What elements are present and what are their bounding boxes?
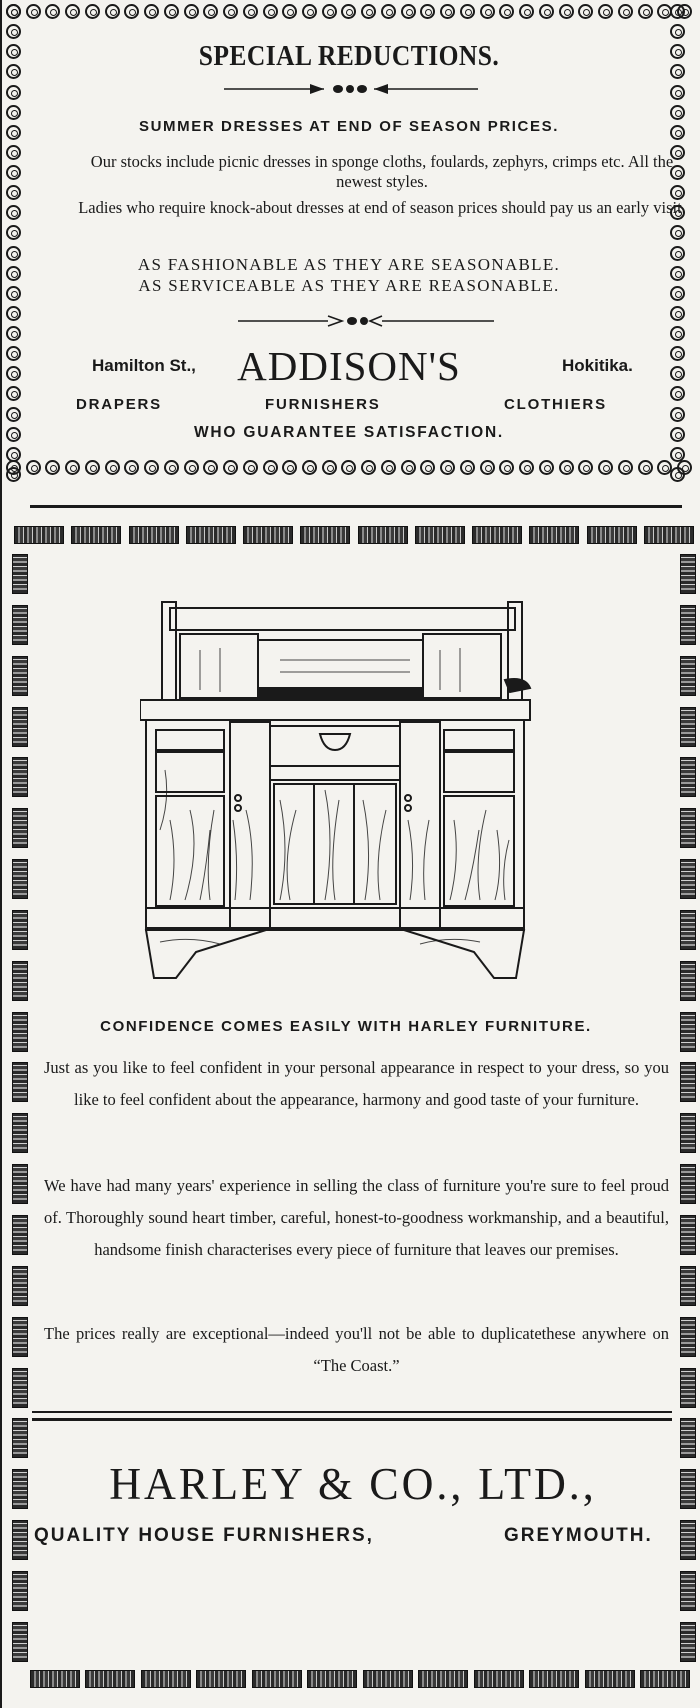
border-ornament <box>164 4 179 19</box>
border-ornament <box>203 4 218 19</box>
border-ornament <box>85 460 100 475</box>
quality-furnishers-tagline: QUALITY HOUSE FURNISHERS, <box>34 1525 374 1546</box>
border-ornament <box>670 24 685 39</box>
border-ornament <box>85 1670 135 1688</box>
border-ornament <box>680 1520 696 1560</box>
border-ornament <box>418 1670 468 1688</box>
store-name: ADDISON'S <box>237 343 461 389</box>
border-ornament <box>670 467 685 482</box>
border-ornament <box>480 460 495 475</box>
double-rule-upper <box>32 1411 672 1413</box>
border-ornament <box>71 526 121 544</box>
border-ornament <box>680 1317 696 1357</box>
border-ornament <box>6 64 21 79</box>
border-ornament <box>670 447 685 462</box>
border-ornament <box>223 4 238 19</box>
addisons-advertisement <box>6 4 692 482</box>
border-ornament <box>243 4 258 19</box>
border-ornament <box>6 407 21 422</box>
stocks-paragraph: Our stocks include picnic dresses in sponge cloths, foulards, zephyrs, crimps etc. All the newest styles. <box>90 152 674 191</box>
border-ornament <box>680 1012 696 1052</box>
ornamental-flourish-top <box>6 82 692 96</box>
border-ornament <box>12 1368 28 1408</box>
rosette-border-bottom <box>6 460 692 482</box>
border-ornament <box>499 460 514 475</box>
border-ornament <box>638 460 653 475</box>
border-ornament <box>472 526 522 544</box>
column-rule-left <box>0 0 2 1708</box>
border-ornament <box>519 4 534 19</box>
border-ornament <box>480 4 495 19</box>
border-ornament <box>401 460 416 475</box>
border-ornament <box>12 1266 28 1306</box>
border-ornament <box>381 4 396 19</box>
border-ornament <box>529 526 579 544</box>
border-ornament <box>6 145 21 160</box>
border-ornament <box>460 4 475 19</box>
special-reductions-headline: SPECIAL REDUCTIONS. <box>198 40 500 72</box>
border-ornament <box>539 460 554 475</box>
border-ornament <box>670 225 685 240</box>
ladies-paragraph: Ladies who require knock-about dresses at end of season prices should pay us an early visit. <box>78 198 686 217</box>
border-ornament <box>415 526 465 544</box>
section-separator <box>30 505 682 508</box>
border-ornament <box>12 1622 28 1662</box>
border-ornament <box>578 460 593 475</box>
rosette-border-top <box>6 4 692 26</box>
slogan-serviceable: AS SERVICEABLE AS THEY ARE REASONABLE. <box>138 276 560 295</box>
border-ornament <box>252 1670 302 1688</box>
border-ornament <box>12 605 28 645</box>
summer-dresses-subheadline: SUMMER DRESSES AT END OF SEASON PRICES. <box>139 118 559 135</box>
border-ornament <box>440 460 455 475</box>
border-ornament <box>6 4 21 19</box>
confidence-headline: CONFIDENCE COMES EASILY WITH HARLEY FURNITURE. <box>100 1018 592 1035</box>
border-ornament <box>184 460 199 475</box>
border-ornament <box>559 460 574 475</box>
border-ornament <box>559 4 574 19</box>
border-ornament <box>124 4 139 19</box>
border-ornament <box>680 961 696 1001</box>
slogan-fashionable: AS FASHIONABLE AS THEY ARE SEASONABLE. <box>137 255 561 274</box>
border-ornament <box>12 707 28 747</box>
border-ornament <box>12 859 28 899</box>
border-ornament <box>6 185 21 200</box>
border-ornament <box>12 656 28 696</box>
sideboard-illustration <box>140 600 570 980</box>
border-ornament <box>680 1215 696 1255</box>
border-ornament <box>361 4 376 19</box>
border-ornament <box>680 707 696 747</box>
border-ornament <box>499 4 514 19</box>
border-ornament <box>105 460 120 475</box>
border-ornament <box>341 4 356 19</box>
city-name: GREYMOUTH. <box>504 1525 653 1546</box>
border-ornament <box>680 859 696 899</box>
border-ornament <box>12 961 28 1001</box>
border-ornament <box>124 460 139 475</box>
ornamental-flourish-bottom <box>6 314 692 328</box>
border-ornament <box>12 808 28 848</box>
border-ornament <box>598 460 613 475</box>
border-ornament <box>401 4 416 19</box>
border-ornament <box>680 1418 696 1458</box>
border-ornament <box>282 460 297 475</box>
border-ornament <box>474 1670 524 1688</box>
border-ornament <box>680 656 696 696</box>
border-ornament <box>680 605 696 645</box>
border-ornament <box>680 1113 696 1153</box>
border-ornament <box>282 4 297 19</box>
border-ornament <box>529 1670 579 1688</box>
border-ornament <box>670 407 685 422</box>
border-ornament <box>300 526 350 544</box>
border-ornament <box>184 4 199 19</box>
border-ornament <box>164 460 179 475</box>
border-ornament <box>680 1571 696 1611</box>
border-ornament <box>680 554 696 594</box>
border-ornament <box>6 165 21 180</box>
guarantee-line: WHO GUARANTEE SATISFACTION. <box>193 424 505 441</box>
border-ornament <box>381 460 396 475</box>
border-ornament <box>358 526 408 544</box>
border-ornament <box>203 460 218 475</box>
border-ornament <box>65 4 80 19</box>
street-address: Hamilton St., <box>92 356 196 375</box>
border-ornament <box>640 1670 690 1688</box>
border-ornament <box>6 225 21 240</box>
border-ornament <box>12 554 28 594</box>
trade-furnishers: FURNISHERS <box>265 396 381 413</box>
border-ornament <box>243 460 258 475</box>
border-ornament <box>6 467 21 482</box>
border-ornament <box>644 526 694 544</box>
border-ornament <box>6 205 21 220</box>
border-ornament <box>12 1317 28 1357</box>
border-ornament <box>30 1670 80 1688</box>
border-ornament <box>598 4 613 19</box>
border-ornament <box>65 460 80 475</box>
border-ornament <box>14 526 64 544</box>
border-ornament <box>12 1062 28 1102</box>
border-ornament <box>638 4 653 19</box>
border-ornament <box>420 4 435 19</box>
border-ornament <box>6 24 21 39</box>
border-ornament <box>670 64 685 79</box>
border-ornament <box>186 526 236 544</box>
border-ornament <box>45 4 60 19</box>
border-ornament <box>12 910 28 950</box>
harley-advertisement <box>10 520 696 1700</box>
textured-border-top <box>14 526 694 544</box>
border-ornament <box>141 1670 191 1688</box>
border-ornament <box>585 1670 635 1688</box>
rosette-border-left <box>6 4 28 482</box>
border-ornament <box>587 526 637 544</box>
border-ornament <box>341 460 356 475</box>
rosette-border-right <box>670 4 692 482</box>
border-ornament <box>539 4 554 19</box>
border-ornament <box>680 808 696 848</box>
border-ornament <box>243 526 293 544</box>
border-ornament <box>361 460 376 475</box>
border-ornament <box>680 1622 696 1662</box>
border-ornament <box>519 460 534 475</box>
border-ornament <box>263 4 278 19</box>
border-ornament <box>307 1670 357 1688</box>
border-ornament <box>302 460 317 475</box>
border-ornament <box>196 1670 246 1688</box>
border-ornament <box>12 1571 28 1611</box>
border-ornament <box>302 4 317 19</box>
border-ornament <box>670 326 685 341</box>
border-ornament <box>670 4 685 19</box>
border-ornament <box>460 460 475 475</box>
personal-appearance-paragraph: Just as you like to feel confident in your personal appearance in respect to your dress, so you like to feel confident about the appearance, harmony and good taste of your furniture. <box>44 1058 669 1109</box>
border-ornament <box>12 1418 28 1458</box>
border-ornament <box>12 1520 28 1560</box>
border-ornament <box>680 910 696 950</box>
border-ornament <box>618 4 633 19</box>
town-name: Hokitika. <box>562 356 633 375</box>
border-ornament <box>12 757 28 797</box>
border-ornament <box>6 326 21 341</box>
border-ornament <box>322 460 337 475</box>
trade-drapers: DRAPERS <box>76 396 162 413</box>
border-ornament <box>144 460 159 475</box>
trade-clothiers: CLOTHIERS <box>504 396 607 413</box>
border-ornament <box>105 4 120 19</box>
border-ornament <box>263 460 278 475</box>
border-ornament <box>144 4 159 19</box>
border-ornament <box>680 757 696 797</box>
prices-paragraph: The prices really are exceptional—indeed you'll not be able to duplicatethese anywhere on “The Coast.” <box>44 1324 669 1375</box>
border-ornament <box>670 44 685 59</box>
border-ornament <box>420 460 435 475</box>
border-ornament <box>12 1113 28 1153</box>
border-ornament <box>680 1266 696 1306</box>
border-ornament <box>223 460 238 475</box>
border-ornament <box>129 526 179 544</box>
border-ornament <box>618 460 633 475</box>
border-ornament <box>45 460 60 475</box>
company-name: HARLEY & CO., LTD., <box>109 1459 597 1509</box>
border-ornament <box>6 44 21 59</box>
border-ornament <box>322 4 337 19</box>
border-ornament <box>440 4 455 19</box>
textured-border-bottom <box>30 1670 690 1688</box>
border-ornament <box>680 1164 696 1204</box>
border-ornament <box>680 1368 696 1408</box>
border-ornament <box>85 4 100 19</box>
border-ornament <box>363 1670 413 1688</box>
experience-paragraph: We have had many years' experience in selling the class of furniture you're sure to feel proud of. Thoroughly sound heart timber, careful, honest-to-goodness workmanship, and a beautiful, handsome finish characterises every piece of furniture that leaves our premises. <box>44 1176 669 1259</box>
border-ornament <box>12 1215 28 1255</box>
border-ornament <box>578 4 593 19</box>
border-ornament <box>6 447 21 462</box>
double-rule-lower <box>32 1418 672 1421</box>
border-ornament <box>12 1164 28 1204</box>
border-ornament <box>680 1062 696 1102</box>
